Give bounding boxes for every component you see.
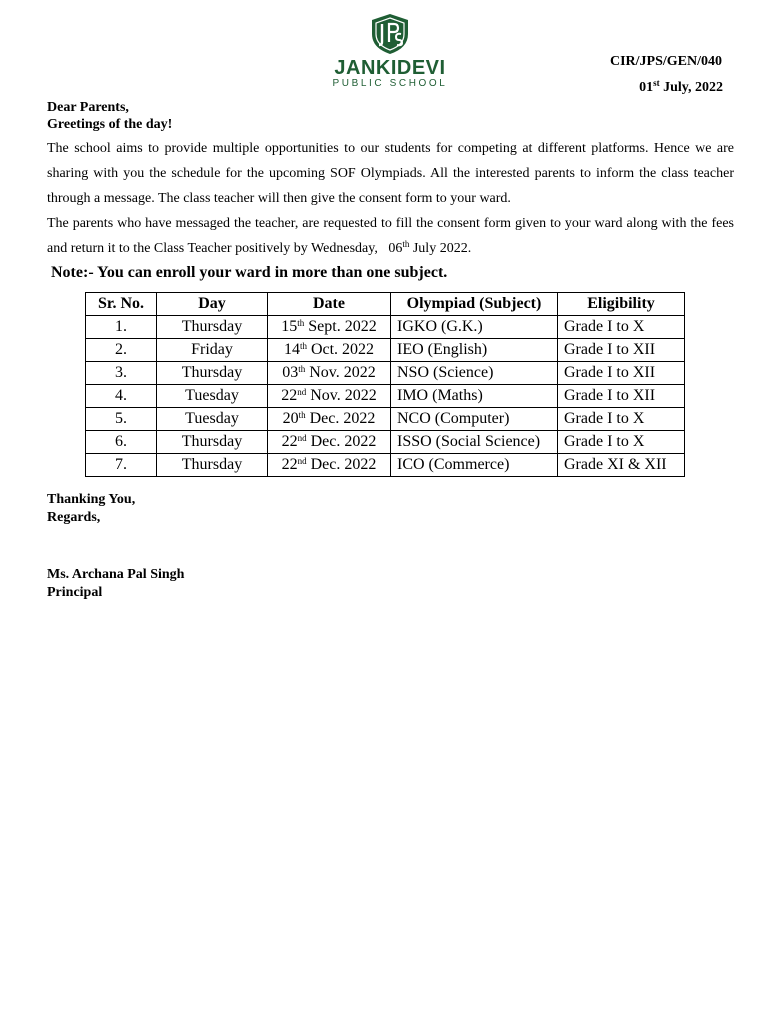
logo-school-subtitle: PUBLIC SCHOOL bbox=[332, 78, 448, 89]
cell-date bbox=[268, 454, 391, 477]
cell-olympiad: IGKO (G.K.) bbox=[391, 316, 558, 339]
cell-day: Thursday bbox=[157, 316, 268, 339]
cell-day: Tuesday bbox=[157, 385, 268, 408]
cell-sr-no: 7. bbox=[86, 454, 157, 477]
date-suffix: nd bbox=[297, 387, 307, 397]
cell-sr-no: 6. bbox=[86, 431, 157, 454]
date-suffix: nd bbox=[297, 433, 307, 443]
cell-day: Tuesday bbox=[157, 408, 268, 431]
cell-day: Thursday bbox=[157, 454, 268, 477]
date-suffix: th bbox=[299, 341, 307, 351]
deadline-day: 06 bbox=[388, 241, 403, 256]
cell-date bbox=[268, 316, 391, 339]
cell-eligibility: Grade I to X bbox=[558, 408, 685, 431]
date-number: 22 bbox=[281, 387, 298, 404]
header-eligibility: Eligibility bbox=[558, 293, 685, 316]
date-suffix: th bbox=[298, 364, 306, 374]
salutation bbox=[47, 99, 172, 133]
school-crest-icon bbox=[368, 12, 412, 56]
header-day: Day bbox=[157, 293, 268, 316]
cell-day: Thursday bbox=[157, 362, 268, 385]
table-row bbox=[86, 339, 685, 362]
cell-date bbox=[268, 362, 391, 385]
date-number: 22 bbox=[281, 456, 298, 473]
cell-date bbox=[268, 408, 391, 431]
table-row bbox=[86, 408, 685, 431]
date-month-year: Oct. 2022 bbox=[306, 341, 375, 358]
closing-regards: Regards, bbox=[47, 510, 101, 525]
cell-olympiad: IMO (Maths) bbox=[391, 385, 558, 408]
olympiad-schedule-table bbox=[85, 292, 685, 477]
body-paragraph-2 bbox=[47, 211, 734, 261]
header-sr-no: Sr. No. bbox=[86, 293, 157, 316]
date-month-year: Nov. 2022 bbox=[306, 387, 377, 404]
cell-sr-no: 5. bbox=[86, 408, 157, 431]
cell-sr-no: 3. bbox=[86, 362, 157, 385]
cell-eligibility: Grade I to XII bbox=[558, 362, 685, 385]
cell-olympiad: NCO (Computer) bbox=[391, 408, 558, 431]
cell-olympiad: IEO (English) bbox=[391, 339, 558, 362]
body-paragraph-1: The school aims to provide multiple opportunities to our students for competing at different platforms. Hence we are sharing with you the schedule for the upcoming SOF Olympiads. All the interested parents to inform the class teacher through a message. The class teacher will then give the consent form to your ward. bbox=[47, 141, 734, 206]
signatory-name: Ms. Archana Pal Singh bbox=[47, 567, 185, 582]
date-number: 22 bbox=[281, 433, 298, 450]
date-month-year: Sept. 2022 bbox=[304, 318, 377, 335]
date-month-year: Nov. 2022 bbox=[305, 364, 376, 381]
cell-date bbox=[268, 385, 391, 408]
header-olympiad: Olympiad (Subject) bbox=[391, 293, 558, 316]
date-number: 20 bbox=[282, 410, 299, 427]
date-month-year: Dec. 2022 bbox=[306, 433, 377, 450]
cell-eligibility: Grade XI & XII bbox=[558, 454, 685, 477]
circular-date bbox=[639, 80, 723, 96]
closing-thanks: Thanking You, bbox=[47, 492, 136, 507]
cell-eligibility: Grade I to X bbox=[558, 431, 685, 454]
signatory-title: Principal bbox=[47, 585, 103, 600]
greeting-line: Greetings of the day! bbox=[47, 117, 173, 132]
closing bbox=[47, 491, 135, 527]
paragraph-2-text: The parents who have messaged the teacher, are requested to fill the consent form given to your ward along with the fees and return it to the Class Teacher positively by Wednesday, bbox=[47, 216, 734, 256]
date-number: 14 bbox=[283, 341, 300, 358]
cell-sr-no: 1. bbox=[86, 316, 157, 339]
cell-date bbox=[268, 339, 391, 362]
table-row bbox=[86, 362, 685, 385]
date-month-year: Dec. 2022 bbox=[305, 410, 376, 427]
deadline-suffix: th bbox=[402, 239, 410, 249]
cell-day: Thursday bbox=[157, 431, 268, 454]
date-month-year: Dec. 2022 bbox=[306, 456, 377, 473]
cell-sr-no: 4. bbox=[86, 385, 157, 408]
cell-olympiad: ICO (Commerce) bbox=[391, 454, 558, 477]
salutation-line: Dear Parents, bbox=[47, 100, 129, 115]
table-row bbox=[86, 385, 685, 408]
cell-day: Friday bbox=[157, 339, 268, 362]
date-day: 01 bbox=[639, 80, 654, 95]
cell-olympiad: ISSO (Social Science) bbox=[391, 431, 558, 454]
date-suffix: th bbox=[297, 318, 305, 328]
cell-eligibility: Grade I to XII bbox=[558, 385, 685, 408]
cell-date bbox=[268, 431, 391, 454]
cell-sr-no: 2. bbox=[86, 339, 157, 362]
cell-eligibility: Grade I to XII bbox=[558, 339, 685, 362]
date-rest: July, 2022 bbox=[659, 80, 723, 95]
deadline-rest: July 2022. bbox=[409, 241, 472, 256]
letter-body bbox=[47, 136, 734, 261]
date-suffix: th bbox=[298, 410, 306, 420]
cell-olympiad: NSO (Science) bbox=[391, 362, 558, 385]
enrollment-note: Note:- You can enroll your ward in more than one subject. bbox=[51, 264, 448, 281]
circular-reference: CIR/JPS/GEN/040 bbox=[609, 54, 722, 69]
date-number: 03 bbox=[282, 364, 299, 381]
cell-eligibility: Grade I to X bbox=[558, 316, 685, 339]
date-suffix: nd bbox=[297, 456, 307, 466]
date-suffix: st bbox=[653, 78, 660, 88]
date-number: 15 bbox=[281, 318, 298, 335]
table-row bbox=[86, 316, 685, 339]
signature-block bbox=[47, 566, 184, 602]
table-row bbox=[86, 431, 685, 454]
table-row bbox=[86, 454, 685, 477]
table-header-row bbox=[86, 293, 685, 316]
school-logo bbox=[330, 12, 450, 94]
header-date: Date bbox=[268, 293, 391, 316]
logo-school-name: JANKIDEVI bbox=[334, 57, 446, 79]
